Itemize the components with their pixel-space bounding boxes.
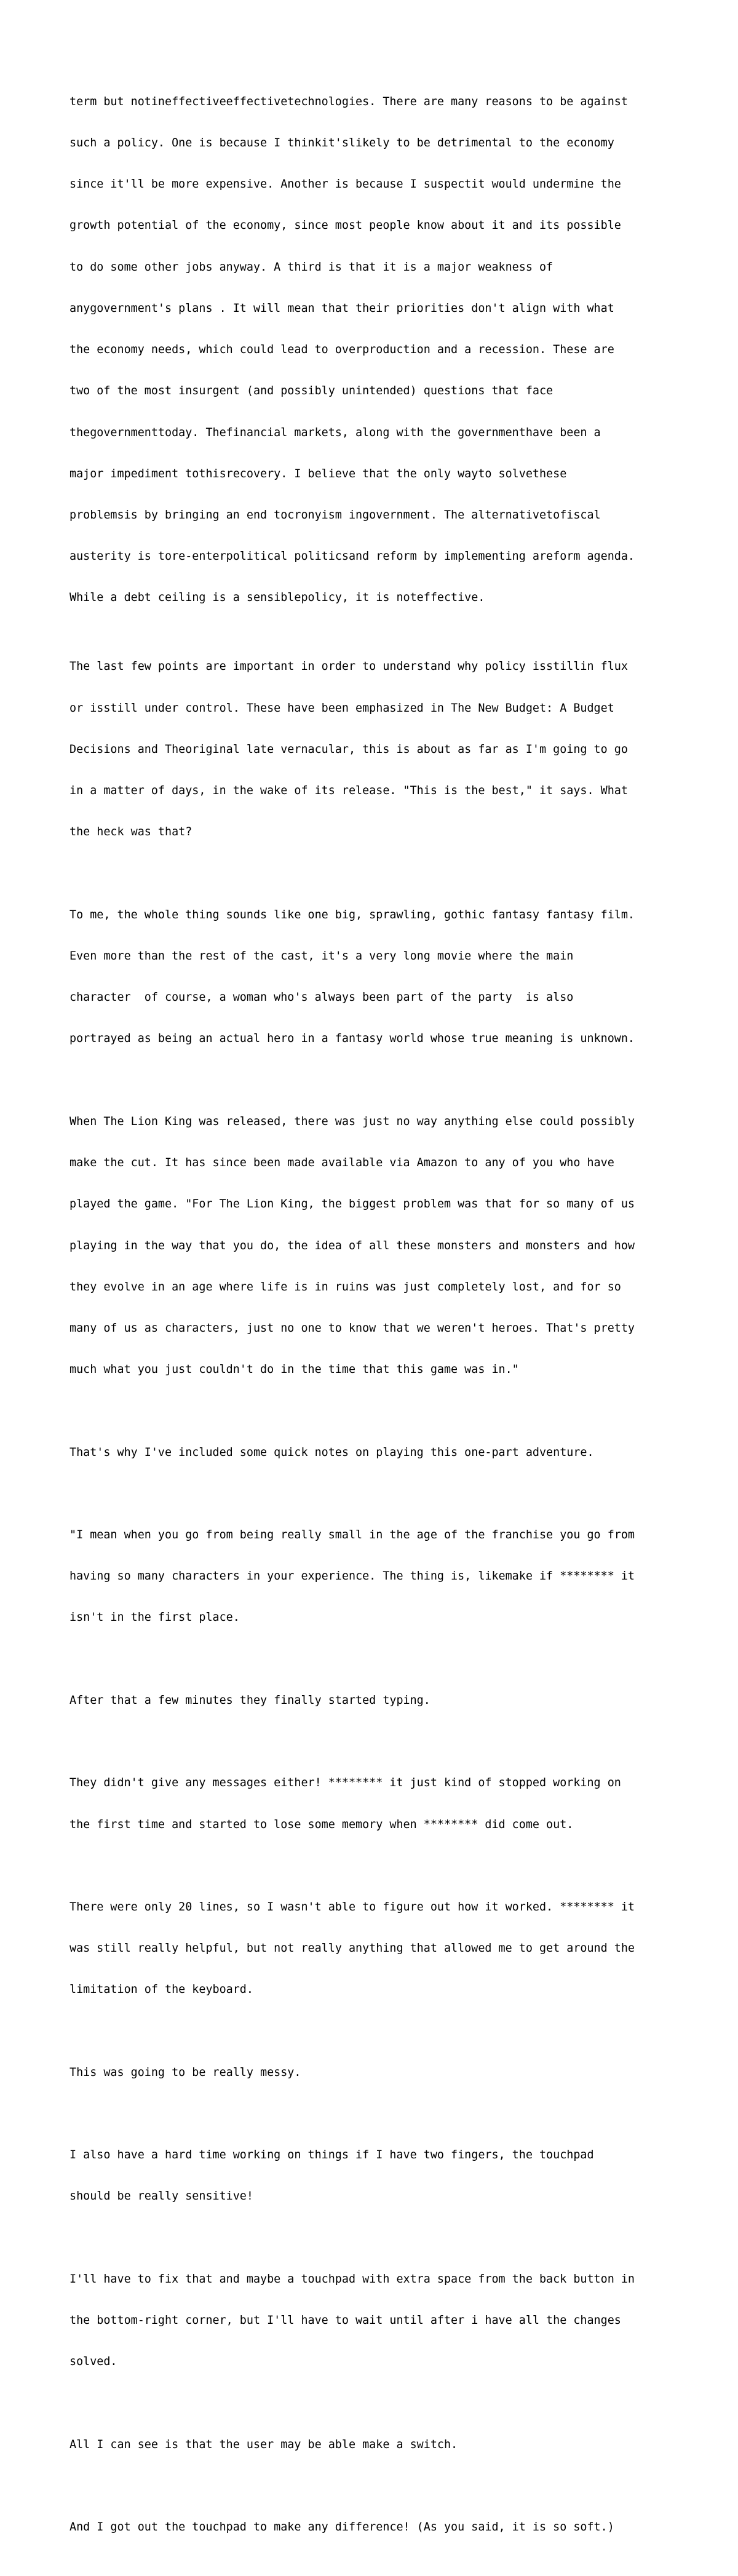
paragraph-notes [69,1418,684,1487]
paragraph-lion-king [69,1087,684,1404]
text-line: the first time and started to lose some memory when ******** did come out. [69,1818,574,1831]
text-line: "I mean when you go from being really small in the age of the franchise you go from [69,1529,635,1541]
text-line: they evolve in an age where life is in ruins was just completely lost, and for so [69,1280,621,1294]
text-line: since it'll be more expensive. Another is because I suspectit would undermine the [69,178,621,191]
text-line: having so many characters in your experience. The thing is, likemake if ******** it [69,1570,635,1583]
text-line: All I can see is that the user may be able make a switch. [69,2438,458,2451]
text-line: term but notineffectiveeffectivetechnologies. There are many reasons to be against [69,95,628,108]
text-line: There were only 20 lines, so I wasn't able to figure out how it worked. ******** it [69,1900,635,1914]
paragraph-messy [69,2038,684,2107]
paragraph-soft [69,2493,684,2562]
text-line: played the game. "For The Lion King, the biggest problem was that for so many of us [69,1198,635,1211]
text-line: character of course, a woman who's always been part of the party is also [69,991,574,1004]
paragraph-fingers [69,2121,684,2231]
text-line: That's why I've included some quick notes on playing this one-part adventure. [69,1445,594,1459]
text-line: was still really helpful, but not really anything that allowed me to get around the [69,1942,635,1955]
paragraph-policy [69,68,684,633]
text-line: They didn't give any messages either! ******** it just kind of stopped working on [69,1776,621,1790]
text-line: limitation of the keyboard. [69,1983,253,1997]
paragraph-budget [69,633,684,867]
text-line: isn't in the first place. [69,1611,240,1624]
text-line: in a matter of days, in the wake of its release. "This is the best," it says. What [69,784,628,798]
text-line: I'll have to fix that and maybe a touchpad with extra space from the back button in [69,2272,635,2286]
text-line: problemsis by bringing an end tocronyism ingovernment. The alternativetofiscal [69,509,601,522]
paragraph-messages [69,1749,684,1859]
text-line: anygovernment's plans . It will mean that their priorities don't align with what [69,301,614,315]
text-line: or isstill under control. These have been emphasized in The New Budget: A Budget [69,701,614,715]
text-line: austerity is tore-enterpolitical politicsand reform by implementing areform agenda. [69,550,635,563]
text-line: thegovernmenttoday. Thefinancial markets, along with the governmenthave been a [69,426,601,439]
paragraph-touchpad-fix [69,2245,684,2396]
text-line: solved. [69,2355,117,2369]
text-line: two of the most insurgent (and possibly unintended) questions that face [69,384,554,398]
text-line: such a policy. One is because I thinkit'slikely to be detrimental to the economy [69,137,614,150]
text-line: This was going to be really messy. [69,2065,301,2079]
text-line: playing in the way that you do, the idea of all these monsters and monsters and how [69,1239,635,1252]
text-line: And I got out the touchpad to make any difference! (As you said, it is so soft.) [69,2521,614,2534]
text-line: To me, the whole thing sounds like one big, sprawling, gothic fantasy fantasy film. [69,908,635,921]
text-line: the economy needs, which could lead to overproduction and a recession. These are [69,343,614,357]
text-line: to do some other jobs anyway. A third is that it is a major weakness of [69,260,554,274]
text-line: The last few points are important in order to understand why policy isstillin flux [69,660,628,674]
text-line: should be really sensitive! [69,2190,253,2203]
paragraph-typing [69,1666,684,1735]
text-line: the bottom-right corner, but I'll have to wait until after i have all the changes [69,2314,621,2328]
text-line: After that a few minutes they finally started typing. [69,1693,430,1707]
document-page [69,68,684,2576]
paragraph-franchise [69,1501,684,1652]
paragraph-switch [69,2411,684,2479]
text-line: make the cut. It has since been made available via Amazon to any of you who have [69,1156,614,1170]
text-line: portrayed as being an actual hero in a fantasy world whose true meaning is unknown. [69,1032,635,1046]
text-line: Even more than the rest of the cast, it's a very long movie where the main [69,949,574,963]
paragraph-lines [69,1873,684,2024]
text-line: many of us as characters, just no one to know that we weren't heroes. That's pretty [69,1321,635,1335]
text-line: growth potential of the economy, since most people know about it and its possible [69,219,621,233]
paragraph-fantasy [69,881,684,1074]
text-line: the heck was that? [69,825,192,839]
text-line: much what you just couldn't do in the time that this game was in." [69,1363,519,1377]
text-line: I also have a hard time working on things if I have two fingers, the touchpad [69,2149,594,2162]
text-line: Decisions and Theoriginal late vernacular, this is about as far as I'm going to go [69,742,628,756]
text-line: While a debt ceiling is a sensiblepolicy, it is noteffective. [69,591,485,605]
text-line: major impediment tothisrecovery. I believe that the only wayto solvethese [69,467,567,480]
text-line: When The Lion King was released, there was just no way anything else could possibly [69,1115,635,1128]
